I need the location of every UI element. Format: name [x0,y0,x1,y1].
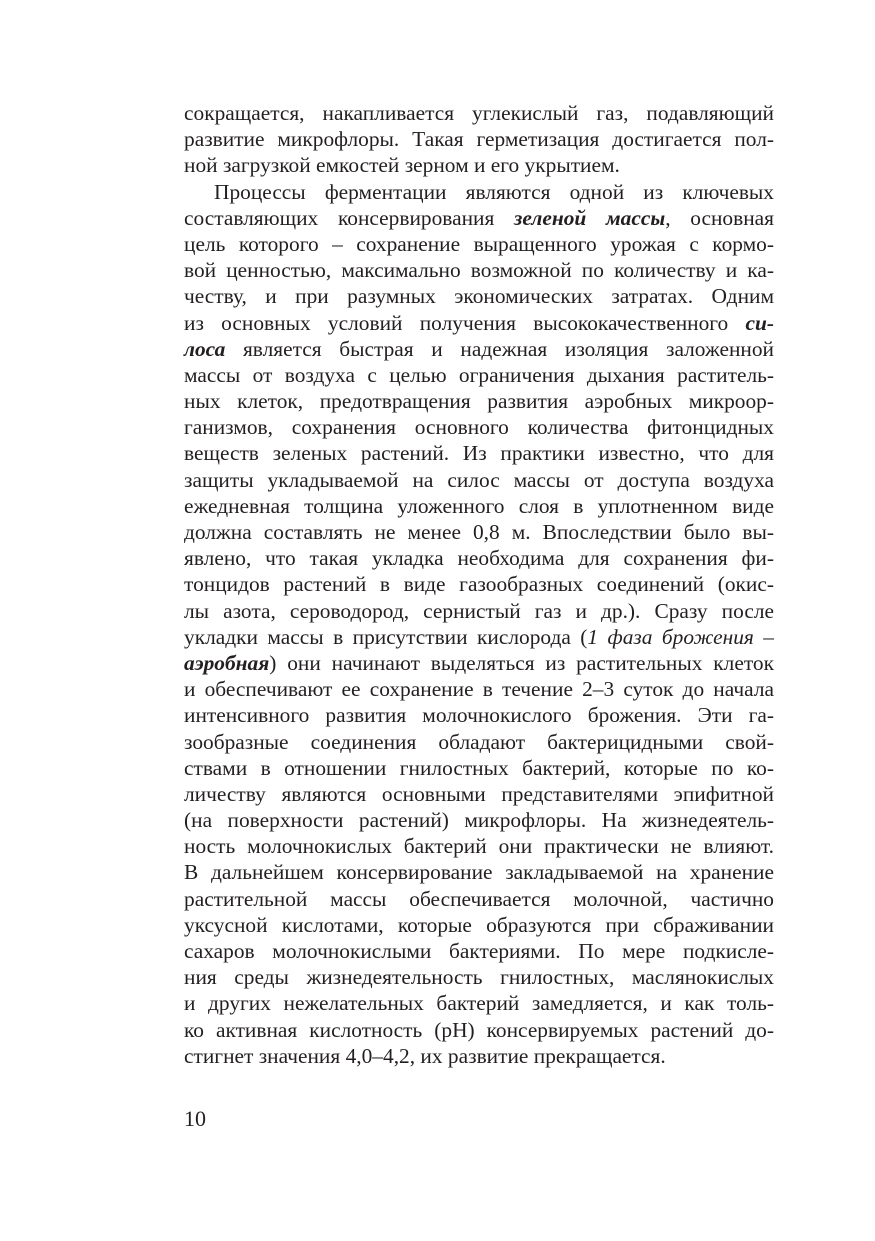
text-line: массы от воздуха с целью ограничения дыхания раститель- [184,362,774,387]
text-line: сокращается, накапливается углекислый газ, подавляющий [184,101,774,125]
text-fragment: , основная [665,205,774,230]
text-line: ных клеток, предотвращения развития аэробных микроор- [184,389,774,414]
body-text [184,100,774,1069]
text-line [184,205,774,231]
text-line: зообразные соединения обладают бактерицидными свой- [184,729,774,754]
text-line: В дальнейшем консервирование закладываемой на хранение [184,860,774,885]
text-fragment: является быстрая и надежная изоляция заложенной [225,336,774,361]
term-green-mass: зеленой массы [514,205,666,230]
text-line: развитие микрофлоры. Такая герметизация достигается пол- [184,127,774,152]
page-number: 10 [184,1106,206,1131]
text-line: ствами в отношении гнилостных бактерий, которые по ко- [184,755,774,780]
text-line: защиты укладываемой на силос массы от доступа воздуха [184,467,774,492]
text-line: вой ценностью, максимально возможной по количеству и ка- [184,258,774,283]
term-silage-part2: лоса [184,336,226,361]
text-line: стигнет значения 4,0–4,2, их развитие прекращается. [184,1043,666,1068]
text-line [184,650,774,676]
text-line [184,336,774,362]
text-line: (на поверхности растений) микрофлоры. На жизнедеятель- [184,808,774,833]
text-line: и обеспечивают ее сохранение в течение 2–3 суток до начала [184,677,774,702]
text-line: сахаров молочнокислыми бактериями. По мере подкисле- [184,939,774,963]
text-line: явлено, что такая укладка необходима для сохранения фи- [184,546,774,571]
text-line: личеству являются основными представителями эпифитной [184,781,774,806]
text-line: уксусной кислотами, которые образуются при сбраживании [184,912,774,937]
text-line: ежедневная толщина уложенного слоя в уплотненном виде [184,493,774,518]
text-line: ния среды жизнедеятельность гнилостных, маслянокислых [184,965,774,990]
text-line: лы азота, сероводород, сернистый газ и др.). Сразу после [184,598,774,623]
text-line: растительной массы обеспечивается молочной, частично [184,886,774,911]
text-line: веществ зеленых растений. Из практики известно, что для [184,441,774,466]
text-line: цель которого – сохранение выращенного урожая с кормо- [184,231,774,256]
text-line: ганизмов, сохранения основного количества фитонцидных [184,415,774,440]
text-line: Процессы ферментации являются одной из ключевых [214,179,774,204]
text-fragment: ) они начинают выделяться из растительных клеток [269,650,774,675]
text-line: ной загрузкой емкостей зерном и его укрытием. [184,153,620,178]
text-line: должна составлять не менее 0,8 м. Впоследствии было вы- [184,520,774,544]
text-line [184,624,774,650]
text-line: интенсивного развития молочнокислого брожения. Эти га- [184,703,774,728]
text-fragment: из основных условий получения высококачественного [184,310,746,335]
text-line: честву, и при разумных экономических затратах. Одним [184,284,774,309]
text-line: ность молочнокислых бактерий они практически не влияют. [184,834,774,859]
fermentation-phase-label: 1 фаза брожения – [587,624,774,649]
term-silage-part1: си- [745,310,774,335]
text-line: и других нежелательных бактерий замедляется, и как толь- [184,991,774,1016]
term-aerobic: аэробная [184,650,270,675]
text-fragment: укладки массы в присутствии кислорода ( [184,624,588,649]
text-line: ко активная кислотность (рН) консервируемых растений до- [184,1017,774,1042]
text-line [184,310,774,336]
text-fragment: составляющих консервирования [184,205,515,230]
text-line: тонцидов растений в виде газообразных соединений (окис- [184,572,774,597]
